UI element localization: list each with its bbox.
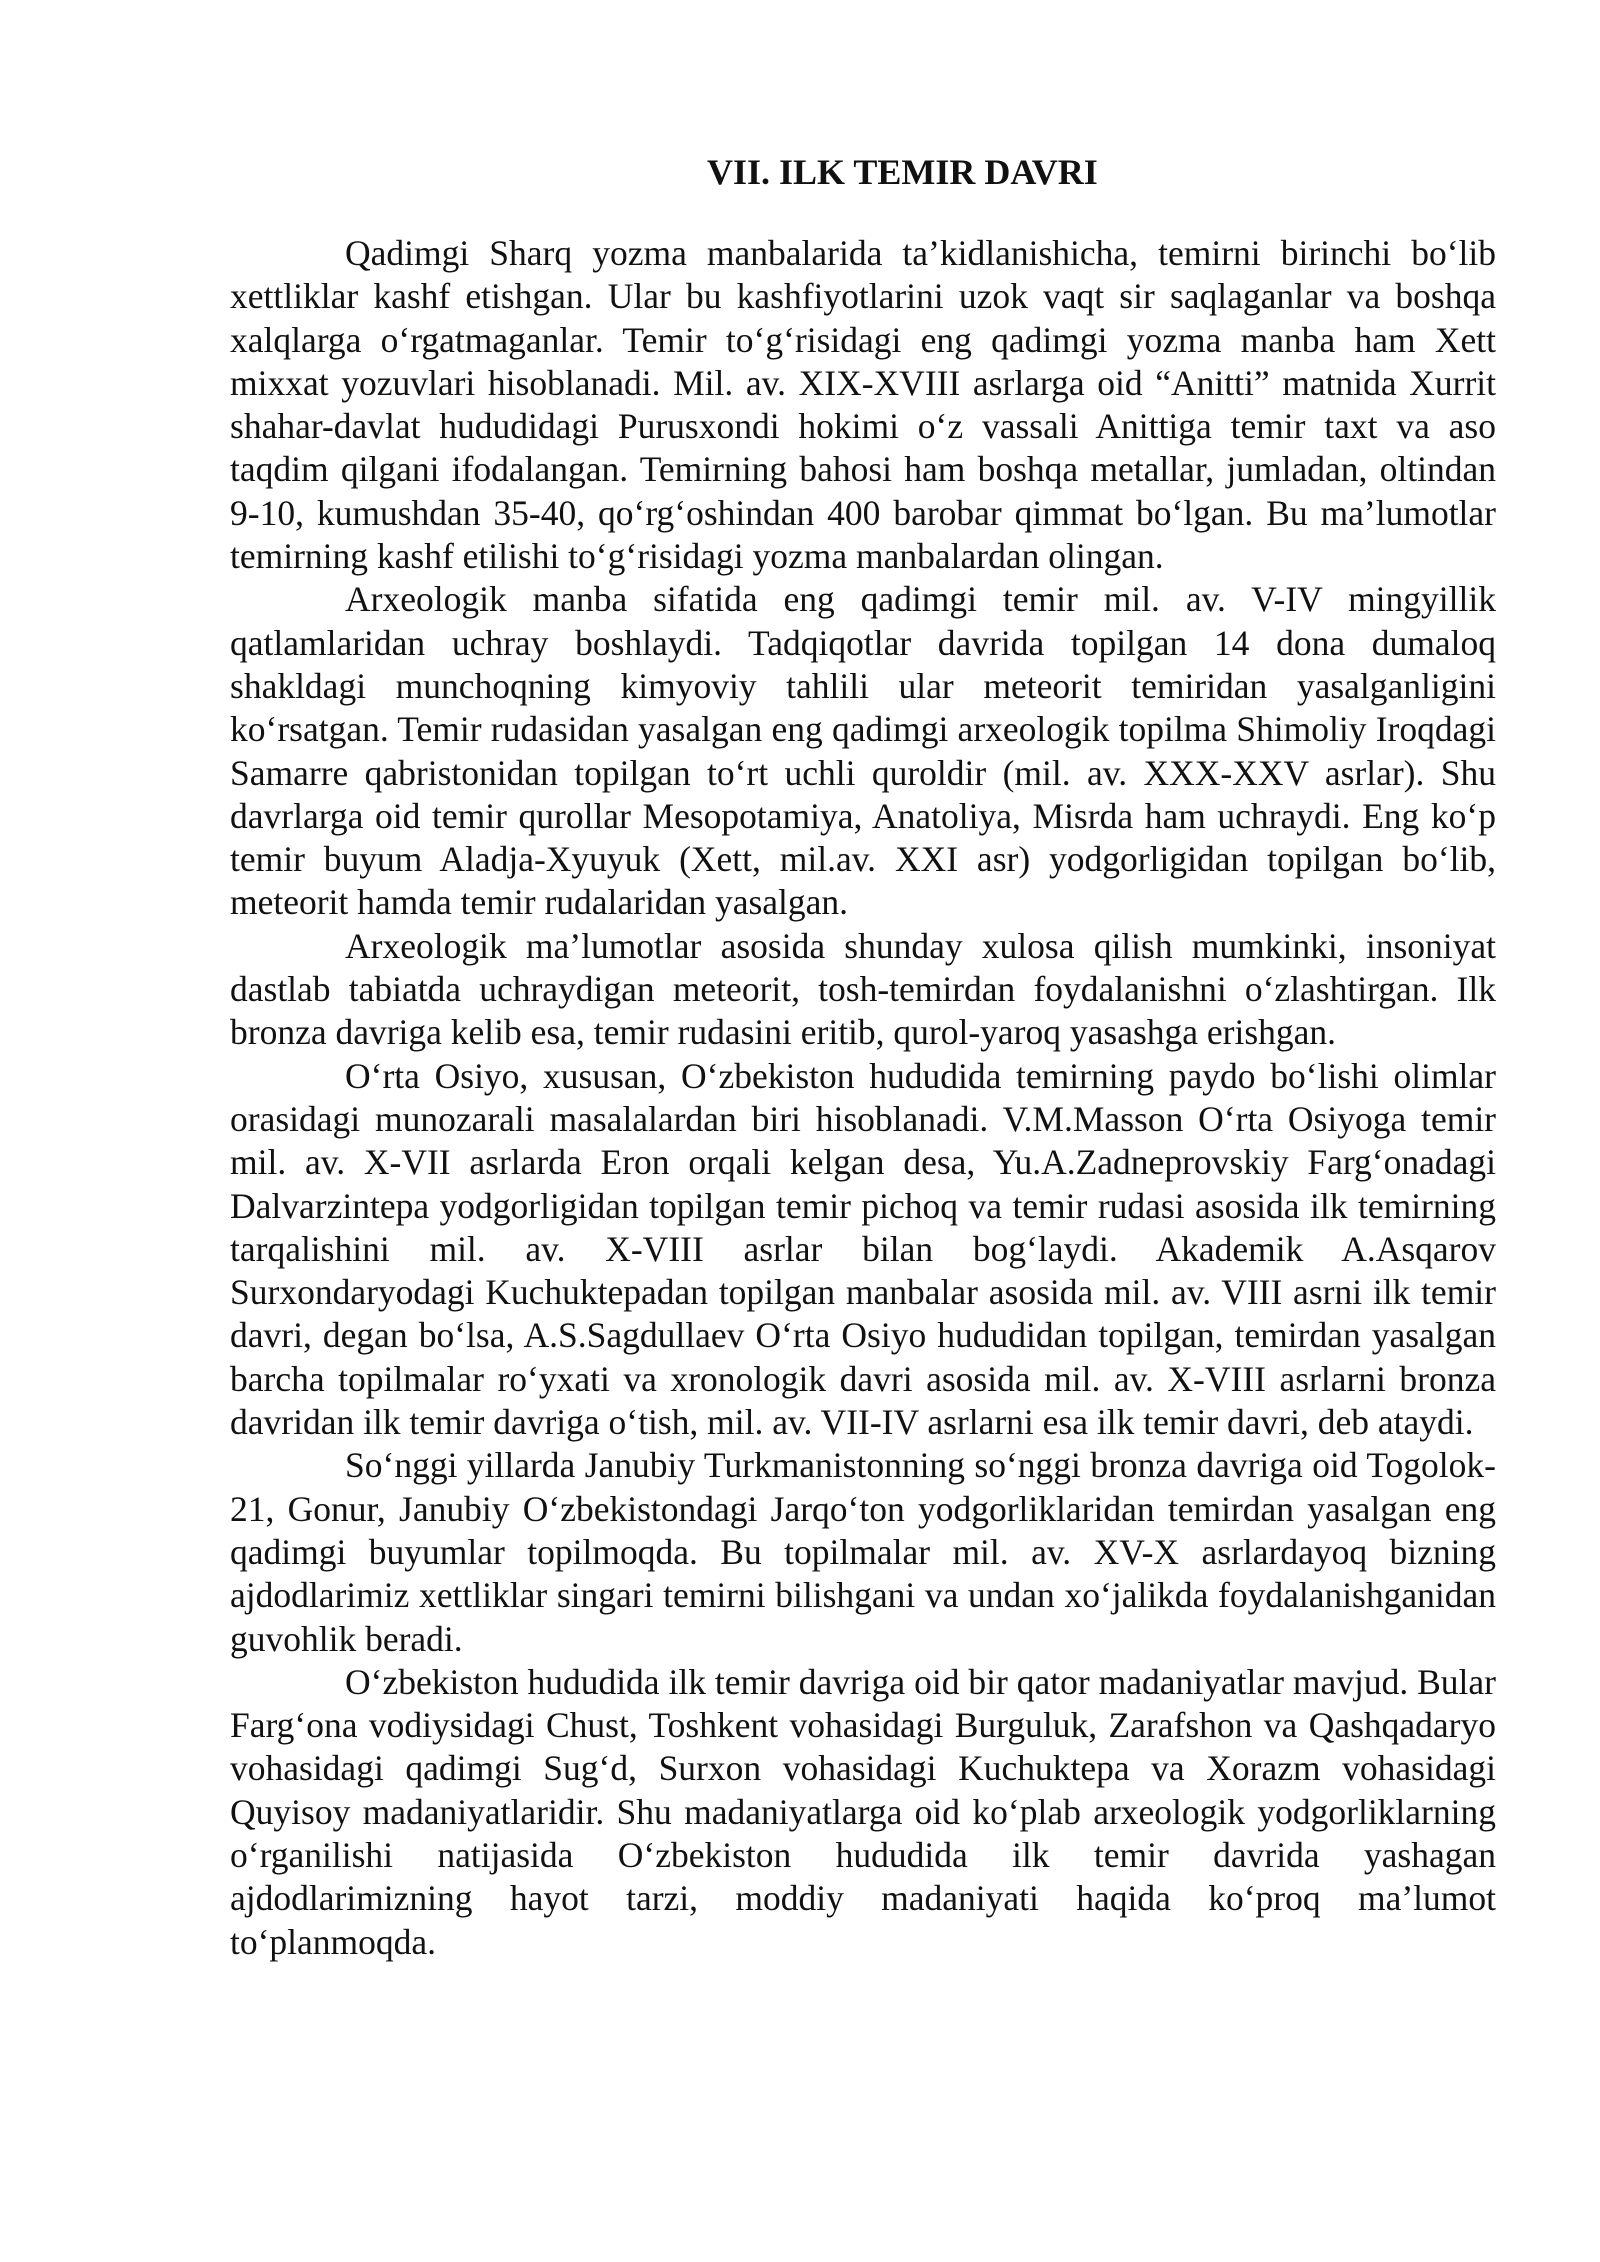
paragraph-recent-finds: So‘nggi yillarda Janubiy Turkmanistonning so‘nggi bronza davriga oid Togolok-21, Gonur, Janubiy O‘zbekistondagi Jarqo‘ton yodgorliklaridan temirdan yasalgan eng qadimgi buyumlar topilmoqda. Bu topilmalar mil. av. XV-X asrlardayoq bizning ajdodlarimiz xettliklar singari temirni bilishgani va undan xo‘jalikda foydalanishganidan guvohlik beradi. [230,1445,1496,1659]
paragraph-iron-written-sources: Qadimgi Sharq yozma manbalarida ta’kidlanishicha, temirni birinchi bo‘lib xettliklar kashf etishgan. Ular bu kashfiyotlarini uzok vaqt sir saqlaganlar va boshqa xalqlarga o‘rgatmaganlar. Temir to‘g‘risidagi eng qadimgi yozma manba ham Xett mixxat yozuvlari hisoblanadi. Mil. av. XIX-XVIII asrlarga oid “Anitti” matnida Xurrit shahar-davlat hududidagi Purusxondi hokimi o‘z vassali Anittiga temir taxt va aso taqdim qilgani ifodalangan. Temirning bahosi ham boshqa metallar, jumladan, oltindan 9-10, kumushdan 35-40, qo‘rg‘oshindan 400 barobar qimmat bo‘lgan. Bu ma’lumotlar temirning kashf etilishi to‘g‘risidagi yozma manbalardan olingan. [230,233,1496,577]
chapter-title: VII. ILK TEMIR DAVRI [707,152,1098,192]
paragraph-conclusion: Arxeologik ma’lumotlar asosida shunday xulosa qilish mumkinki, insoniyat dastlab tabiatda uchraydigan meteorit, tosh-temirdan foydalanishni o‘zlashtirgan. Ilk bronza davriga kelib esa, temir rudasini eritib, qurol-yaroq yasashga erishgan. [230,925,1496,1053]
paragraph-archaeological-iron: Arxeologik manba sifatida eng qadimgi temir mil. av. V-IV mingyillik qatlamlaridan uchray boshlaydi. Tadqiqotlar davrida topilgan 14 dona dumaloq shakldagi munchoqning kimyoviy tahlili ular meteorit temiridan yasalganligini ko‘rsatgan. Temir rudasidan yasalgan eng qadimgi arxeologik topilma Shimoliy Iroqdagi Samarre qabristonidan topilgan to‘rt uchli quroldir (mil. av. XXX-XXV asrlar). Shu davrlarga oid temir qurollar Mesopotamiya, Anatoliya, Misrda ham uchraydi. Eng ko‘p temir buyum Aladja-Xyuyuk (Xett, mil.av. XXI asr) yodgorligidan topilgan bo‘lib, meteorit hamda temir rudalaridan yasalgan. [230,579,1496,923]
document-page [230,150,1496,1964]
paragraph-cultures: O‘zbekiston hududida ilk temir davriga oid bir qator madaniyatlar mavjud. Bular Farg‘ona vodiysidagi Chust, Toshkent vohasidagi Burguluk, Zarafshon va Qashqadaryo vohasidagi qadimgi Sug‘d, Surxon vohasidagi Kuchuktepa va Xorazm vohasidagi Quyisoy madaniyatlaridir. Shu madaniyatlarga oid ko‘plab arxeologik yodgorliklarning o‘rganilishi natijasida O‘zbekiston hududida ilk temir davrida yashagan ajdodlarimizning hayot tarzi, moddiy madaniyati haqida ko‘proq ma’lumot to‘planmoqda. [230,1661,1496,1962]
paragraph-central-asia: O‘rta Osiyo, xususan, O‘zbekiston hududida temirning paydo bo‘lishi olimlar orasidagi munozarali masalalardan biri hisoblanadi. V.M.Masson O‘rta Osiyoga temir mil. av. X-VII asrlarda Eron orqali kelgan desa, Yu.A.Zadneprovskiy Farg‘onadagi Dalvarzintepa yodgorligidan topilgan temir pichoq va temir rudasi asosida ilk temirning tarqalishini mil. av. X-VIII asrlar bilan bog‘laydi. Akademik A.Asqarov Surxondaryodagi Kuchuktepadan topilgan manbalar asosida mil. av. VIII asrni ilk temir davri, degan bo‘lsa, A.S.Sagdullaev O‘rta Osiyo hududidan topilgan, temirdan yasalgan barcha topilmalar ro‘yxati va xronologik davri asosida mil. av. X-VIII asrlarni bronza davridan ilk temir davriga o‘tish, mil. av. VII-IV asrlarni esa ilk temir davri, deb ataydi. [230,1055,1496,1443]
